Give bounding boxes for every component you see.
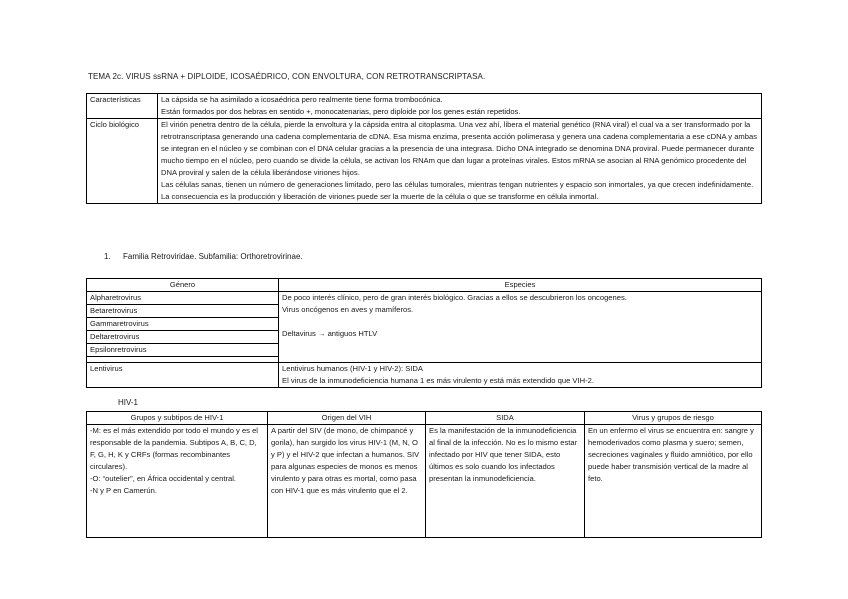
text-line: -O: “outelier”, en África occidental y central. [90, 474, 237, 483]
origen-cell [268, 425, 426, 538]
text-line: Lentivirus humanos (HIV-1 y HIV-2): SIDA [282, 364, 423, 373]
genus-cell: Betaretrovirus [87, 305, 279, 318]
table-row [87, 363, 762, 388]
genus-cell: Deltaretrovirus [87, 331, 279, 344]
text-line: Es la manifestación de la inmunodeficiencia al final de la infección. No es lo mismo estar infectado por HIV que tener SIDA, esto últimos es solo cuando los infectados presentan la inmunodeficiencia. [429, 426, 578, 483]
table-row [87, 292, 762, 305]
text-line: Deltavirus → antiguos HTLV [282, 329, 378, 338]
table-header-row [87, 412, 762, 425]
sida-cell [426, 425, 585, 538]
genus-table [86, 278, 762, 388]
text-line: -N y P en Camerún. [90, 486, 157, 495]
hiv-table [86, 411, 762, 538]
ciclo-content [158, 119, 762, 204]
summary-table [86, 93, 762, 204]
document-title: TEMA 2c. VIRUS ssRNA + DIPLOIDE, ICOSAÉDRICO, CON ENVOLTURA, CON RETROTRANSCRIPTASA. [88, 72, 486, 81]
section-heading [104, 252, 303, 261]
text-line: Están formados por dos hebras en sentido +, monocatenarias, pero diploide por los genes están repetidos. [161, 107, 521, 116]
text-line: La cápsida se ha asimilado a icosaédrica pero realmente tiene forma trombocónica. [161, 95, 443, 104]
header-especies: Especies [279, 279, 762, 292]
genus-cell: Epsilonretrovirus [87, 344, 279, 357]
text-paragraph: Las células sanas, tienen un número de generaciones limitado, pero las células tumorales, mientras tengan nutrientes y espacio son inmortales, ya que crecen indefinidamente. [161, 180, 754, 189]
table-row [87, 94, 762, 119]
text-line: El virus de la inmunodeficiencia humana 1 es más virulento y está más extendido que VIH-2. [282, 376, 594, 385]
grupos-cell [87, 425, 268, 538]
species-group-cell [279, 292, 762, 363]
text-line: -M: es el más extendido por todo el mundo y es el responsable de la pandemia. Subtipos A, B, C, D, F, G, H, K y CRFs (formas recombinantes circulares). [90, 426, 258, 471]
row-label-ciclo-biologico: Ciclo biológico [87, 119, 158, 204]
text-line: De poco interés clínico, pero de gran interés biológico. Gracias a ellos se descubrieron los oncogenes. [282, 293, 627, 302]
genus-cell: Gammaretrovirus [87, 318, 279, 331]
genus-cell: Alpharetrovirus [87, 292, 279, 305]
header-genero: Género [87, 279, 279, 292]
section-number: 1. [104, 252, 111, 261]
row-label-caracteristicas: Características [87, 94, 158, 119]
table-header-row [87, 279, 762, 292]
header-origen: Origen del VIH [268, 412, 426, 425]
header-sida: SIDA [426, 412, 585, 425]
text-line: Virus oncógenos en aves y mamíferos. [282, 305, 414, 314]
riesgo-cell [585, 425, 762, 538]
caracteristicas-content [158, 94, 762, 119]
text-line: A partir del SIV (de mono, de chimpancé y gorila), han surgido los virus HIV-1 (M, N, O y P) y el HIV-2 que infectan a humanos. SIV para algunas especies de monos es menos virulento y para otras es mortal, como pasa con HIV-1 que es más virulento que el 2. [271, 426, 420, 495]
section-text: Familia Retroviridae. Subfamilia: Orthoretrovirinae. [123, 252, 303, 261]
text-line: En un enfermo el virus se encuentra en: sangre y hemoderivados como plasma y suero; semen, secreciones vaginales y fluido amniótico, por ello puede haber transmisión vertical de la madre al feto. [588, 426, 754, 483]
header-grupos: Grupos y subtipos de HIV-1 [87, 412, 268, 425]
header-riesgo: Virus y grupos de riesgo [585, 412, 762, 425]
text-paragraph: El virión penetra dentro de la célula, pierde la envoltura y la cápsida entra al citoplasma. Una vez ahí, libera el material genético (RNA viral) el cual va a ser transformado por la retrotranscriptasa generando una cadena complementaria de cDNA. Esa misma enzima, presenta acción polimerasa y genera una cadena complementaria a ese cDNA y ambas se integran en el núcleo y se combinan con el DNA celular gracias a la presencia de una integrasa. Dicho DNA integrado se denomina DNA proviral. Puede permanecer durante mucho tiempo en el núcleo, pero cuando se divide la célula, se activan los RNAm que dan lugar a proteínas virales. Estos mRNA se asocian al RNA genómico procedente del DNA proviral y salen de la célula liberándose viriones hijos. [161, 120, 758, 177]
table-row [87, 425, 762, 538]
hiv-label: HIV-1 [118, 398, 139, 407]
text-paragraph: La consecuencia es la producción y liberación de viriones puede ser la muerte de la célula o que se transforme en célula inmortal. [161, 192, 599, 201]
lentivirus-species-cell [279, 363, 762, 388]
genus-cell: Lentivirus [87, 363, 279, 388]
table-row [87, 119, 762, 204]
